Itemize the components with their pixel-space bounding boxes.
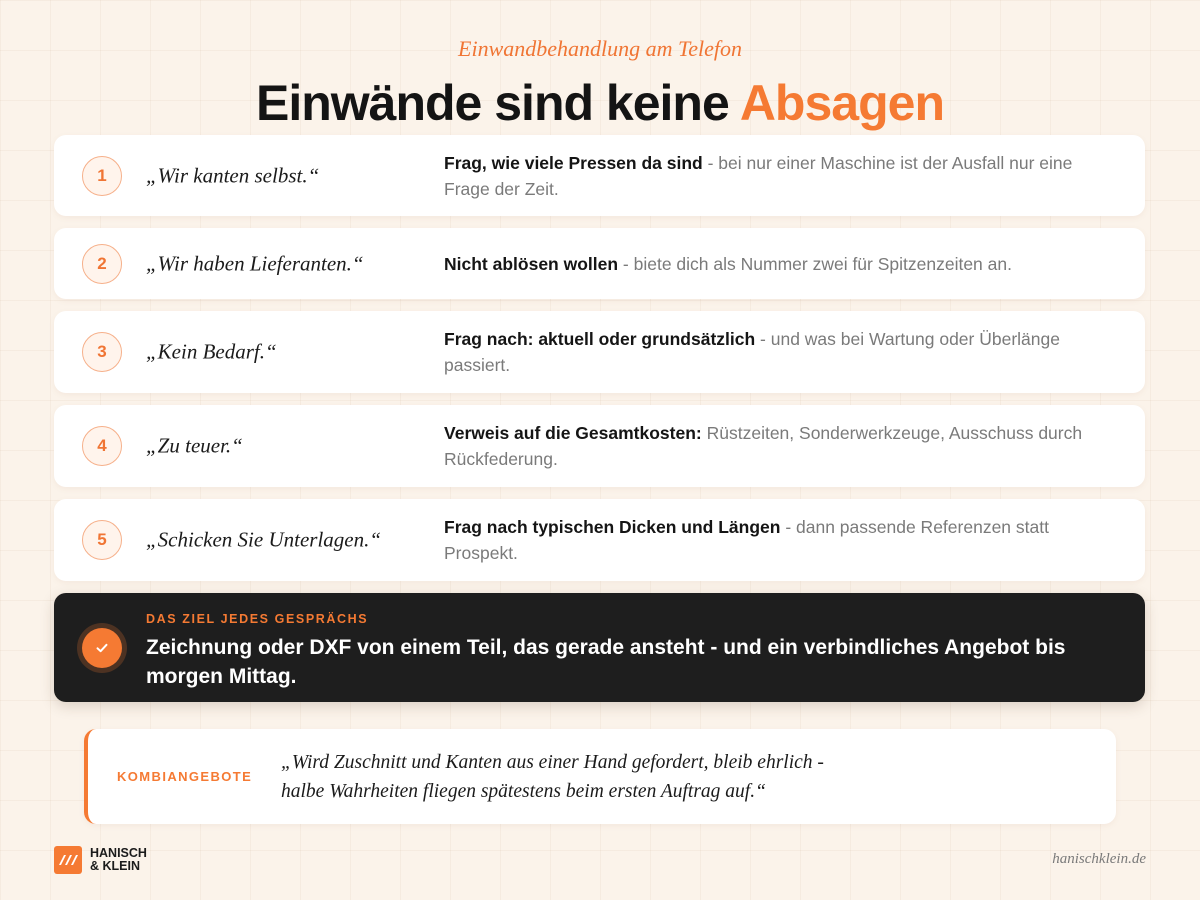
brand-logo [54,846,147,874]
goal-label: DAS ZIEL JEDES GESPRÄCHS [146,612,369,626]
objection-answer [444,514,1119,566]
combo-label: KOMBIANGEBOTE [117,769,253,784]
brand-line-1: HANISCH [90,846,147,860]
brand-name [90,847,147,873]
title-accent: Absagen [739,75,944,131]
goal-text: Zeichnung oder DXF von einem Teil, das gerade ansteht - und ein verbindliches Angebot bis morgen Mittag. [146,636,1066,688]
objection-quote: „Schicken Sie Unterlagen.“ [146,527,382,552]
answer-rest: - dann passende Referenzen statt Prospekt. [444,517,1049,563]
answer-rest: - bei nur einer Maschine ist der Ausfall nur eine Frage der Zeit. [444,152,1073,199]
number-badge: 4 [82,426,122,466]
website-url: hanischklein.de [1052,851,1146,867]
check-icon [82,628,122,668]
page-title [0,74,1200,132]
goal-banner [54,593,1145,702]
objection-card-2 [54,228,1145,299]
combo-callout [84,729,1116,824]
combo-quote: „Wird Zuschnitt und Kanten aus einer Hand gefordert, bleib ehrlich - halbe Wahrheiten fliegen spätestens beim ersten Auftrag auf.“ [281,752,824,802]
objection-answer [444,150,1119,202]
answer-bold: Nicht ablösen wollen [444,253,619,274]
answer-bold: Frag nach: aktuell oder grundsätzlich [444,329,756,349]
logo-mark-icon [54,846,82,874]
objection-answer [444,251,1119,277]
objection-card-4 [54,405,1145,487]
answer-rest: Rüstzeiten, Sonderwerkzeuge, Ausschuss durch Rückfederung. [444,423,1083,469]
objection-quote: „Wir haben Lieferanten.“ [146,251,364,275]
objection-card-3 [54,311,1145,393]
answer-bold: Frag, wie viele Pressen da sind [444,152,703,173]
eyebrow: Einwandbehandlung am Telefon [458,36,742,61]
number-badge: 1 [82,156,122,196]
brand-line-2: & KLEIN [90,859,140,873]
answer-bold: Verweis auf die Gesamtkosten: [444,423,702,443]
objection-answer [444,420,1119,472]
objection-card-5 [54,499,1145,581]
answer-bold: Frag nach typischen Dicken und Längen [444,517,781,537]
answer-rest: - und was bei Wartung oder Überlänge passiert. [444,329,1060,375]
objection-quote: „Kein Bedarf.“ [146,339,277,364]
objection-quote: „Wir kanten selbst.“ [146,163,320,187]
objection-answer [444,326,1119,378]
answer-rest: - biete dich als Nummer zwei für Spitzenzeiten an. [618,253,1012,274]
number-badge: 3 [82,332,122,372]
number-badge: 5 [82,520,122,560]
number-badge: 2 [82,244,122,284]
objection-card-1 [54,135,1145,216]
objection-quote: „Zu teuer.“ [146,433,243,458]
title-main: Einwände sind keine [255,75,729,131]
